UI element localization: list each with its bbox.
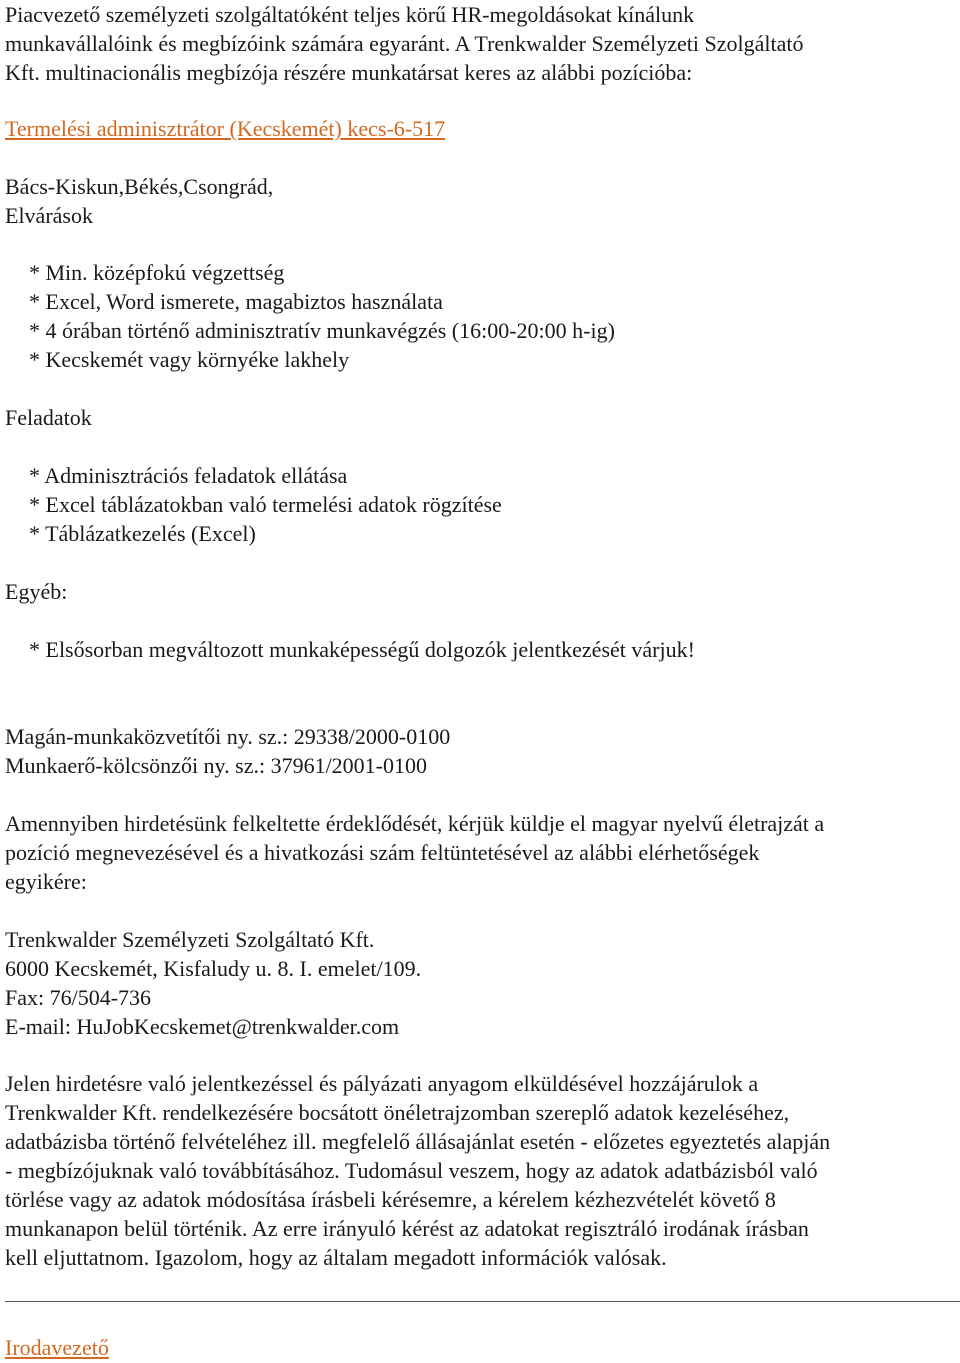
contact-company: Trenkwalder Személyzeti Szolgáltató Kft. [5, 927, 375, 952]
requirement-item: * Kecskemét vagy környéke lakhely [29, 347, 350, 372]
task-item: * Adminisztrációs feladatok ellátása [29, 463, 348, 488]
requirements-heading: Elvárások [5, 203, 93, 228]
job-title-link[interactable]: Termelési adminisztrátor (Kecskemét) kecs-6-517 [5, 116, 446, 141]
apply-text-line-2: pozíció megnevezésével és a hivatkozási szám feltüntetésével az alábbi elérhetőségek [5, 840, 760, 865]
license-line-1: Magán-munkaközvetítői ny. sz.: 29338/2000-0100 [5, 724, 451, 749]
intro-line-3: Kft. multinacionális megbízója részére munkatársat keres az alábbi pozícióba: [5, 60, 693, 85]
tasks-heading: Feladatok [5, 405, 92, 430]
apply-text-line-1: Amennyiben hirdetésünk felkeltette érdeklődését, kérjük küldje el magyar nyelvű életrajzát a [5, 811, 825, 836]
section-divider [5, 1301, 960, 1302]
other-heading: Egyéb: [5, 579, 68, 604]
task-item: * Excel táblázatokban való termelési adatok rögzítése [29, 492, 502, 517]
intro-line-2: munkavállalóink és megbízóink számára egyaránt. A Trenkwalder Személyzeti Szolgáltató [5, 31, 804, 56]
contact-fax: Fax: 76/504-736 [5, 985, 152, 1010]
consent-line-1: Jelen hirdetésre való jelentkezéssel és pályázati anyagom elküldésével hozzájárulok a [5, 1071, 759, 1096]
consent-line-3: adatbázisba történő felvételéhez ill. megfelelő állásajánlat esetén - előzetes egyeztetés alapján [5, 1129, 831, 1154]
intro-line-1: Piacvezető személyzeti szolgáltatóként teljes körű HR-megoldásokat kínálunk [5, 2, 695, 27]
consent-line-5: törlése vagy az adatok módosítása írásbeli kérésemre, a kérelem kézhezvételét követő 8 [5, 1187, 776, 1212]
requirement-item: * Min. középfokú végzettség [29, 260, 285, 285]
requirement-item: * 4 órában történő adminisztratív munkavégzés (16:00-20:00 h-ig) [29, 318, 615, 343]
next-job-link[interactable]: Irodavezető [5, 1335, 109, 1360]
contact-address: 6000 Kecskemét, Kisfaludy u. 8. I. emelet/109. [5, 956, 422, 981]
consent-line-4: - megbízójuknak való továbbításához. Tudomásul veszem, hogy az adatok adatbázisból való [5, 1158, 818, 1183]
consent-line-2: Trenkwalder Kft. rendelkezésére bocsátott önéletrajzomban szereplő adatok kezeléséhez, [5, 1100, 790, 1125]
consent-line-7: kell eljuttatnom. Igazolom, hogy az általam megadott információk valósak. [5, 1245, 667, 1270]
location-text: Bács-Kiskun,Békés,Csongrád, [5, 174, 274, 199]
consent-line-6: munkanapon belül történik. Az erre irányuló kérést az adatokat regisztráló irodának írásban [5, 1216, 809, 1241]
requirement-item: * Excel, Word ismerete, magabiztos használata [29, 289, 443, 314]
license-line-2: Munkaerő-kölcsönzői ny. sz.: 37961/2001-0100 [5, 753, 428, 778]
other-item: * Elsősorban megváltozott munkaképességű dolgozók jelentkezését várjuk! [29, 637, 695, 662]
contact-email: E-mail: HuJobKecskemet@trenkwalder.com [5, 1014, 400, 1039]
task-item: * Táblázatkezelés (Excel) [29, 521, 256, 546]
apply-text-line-3: egyikére: [5, 869, 87, 894]
